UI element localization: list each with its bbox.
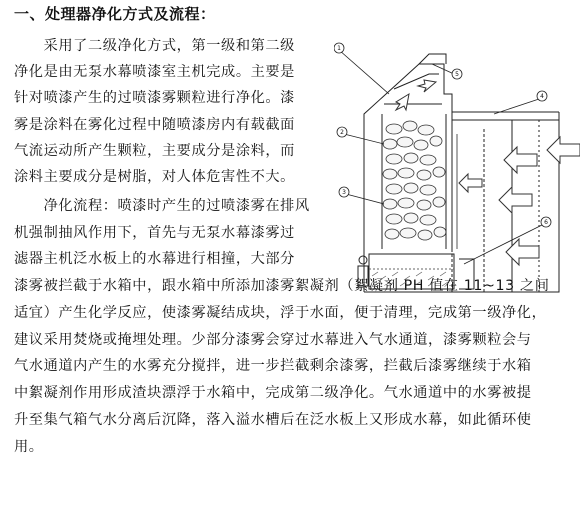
callout-label: 6: [544, 219, 548, 226]
section-heading: 一、处理器净化方式及流程：: [14, 5, 216, 23]
paragraph-line: 用。: [14, 439, 44, 455]
paragraph-line: 漆雾被拦截于水箱中，跟水箱中所添加漆雾絮凝剂（絮凝剂 PH 值在 11~13 之间: [14, 278, 550, 294]
paragraph-line: 气流运动所产生颗粒，主要成分是涂料，而: [14, 143, 295, 159]
callout-label: 4: [540, 93, 544, 100]
paragraph-line: 滤器主机泛水板上的水幕进行相撞，大部分: [14, 251, 295, 267]
callout-label: 2: [340, 129, 344, 136]
paragraph-line: 适宜）产生化学反应，使漆雾凝结成块，浮于水面，便于清理，完成第一级净化，: [14, 305, 547, 321]
paragraph-line: 涂料主要成分是树脂，对人体危害性不大。: [14, 169, 295, 185]
paragraph-line: 净化流程：喷漆时产生的过喷漆雾在排风: [14, 198, 310, 214]
spray-booth-diagram: [334, 34, 580, 302]
paragraph-line: 气水通道内产生的水雾充分搅拌，进一步拦截剩余漆雾，拦截后漆雾继续于水箱: [14, 358, 532, 374]
paragraph-line: 中絮凝剂作用形成渣块漂浮于水箱中，完成第二级净化。气水通道中的水雾被提: [14, 385, 532, 401]
paragraph-line: 机强制抽风作用下，首先与无泵水幕漆雾过: [14, 225, 295, 241]
paragraph-line: 升至集气箱气水分离后沉降，落入溢水槽后在泛水板上又形成水幕，如此循环使: [14, 412, 532, 428]
paragraph-line: 针对喷漆产生的过喷漆雾颗粒进行净化。漆: [14, 90, 295, 106]
paragraph-line: 净化是由无泵水幕喷漆室主机完成。主要是: [14, 64, 295, 80]
callout-label: 1: [337, 45, 341, 52]
callout-label: 3: [342, 189, 346, 196]
paragraph-line: 雾是涂料在雾化过程中随喷漆房内有载截面: [14, 117, 295, 133]
paragraph-line: 建议采用焚烧或掩埋处理。少部分漆雾会穿过水幕进入气水通道，漆雾颗粒会与: [14, 332, 532, 348]
paragraph-line: 采用了二级净化方式，第一级和第二级: [14, 38, 295, 54]
callout-label: 5: [455, 71, 459, 78]
